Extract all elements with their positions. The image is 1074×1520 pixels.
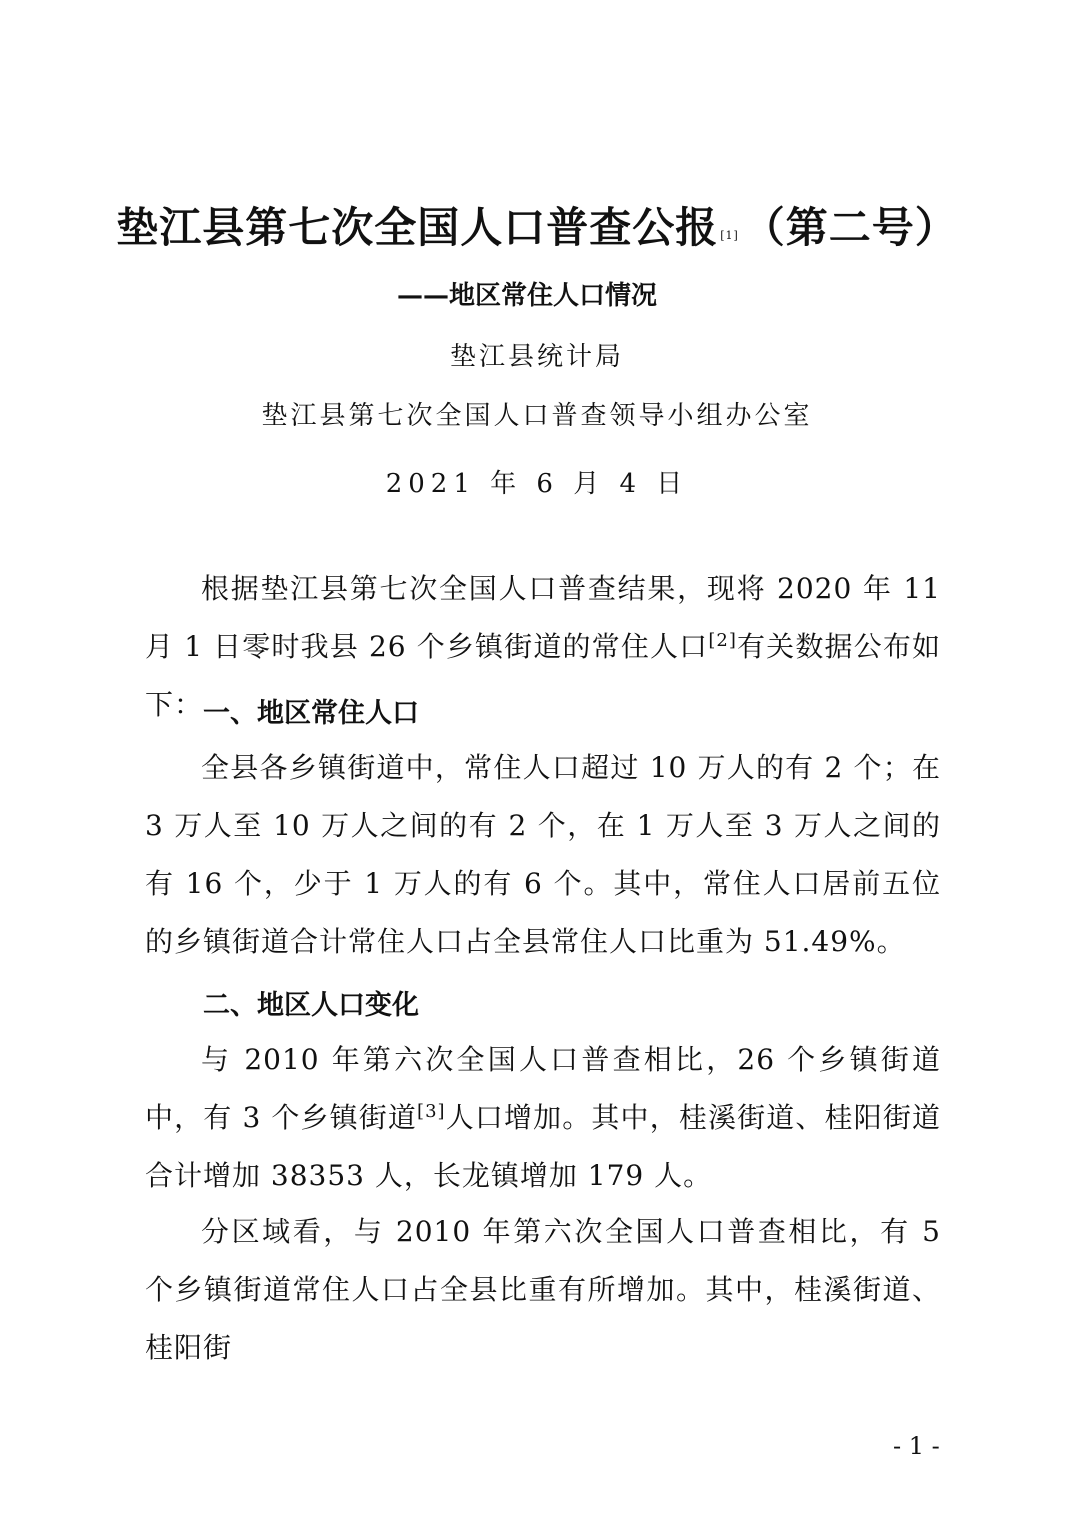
title-footnote-marker: [1] xyxy=(720,229,739,242)
title-main: 垫江县第七次全国人口普查公报 xyxy=(116,203,719,252)
title-issue-number: （第二号） xyxy=(742,203,958,252)
intro-footnote-marker: [2] xyxy=(708,630,737,651)
intro-text-before-note: 根据垫江县第七次全国人口普查结果，现将 2020 年 11 月 1 日零时我县 26 个乡镇街道的常住人口 xyxy=(145,572,941,663)
section-2-footnote-marker: [3] xyxy=(417,1101,446,1122)
issuer-statistics-bureau: 垫江县统计局 xyxy=(449,342,624,372)
section-2-text-before-note: 与 2010 年第六次全国人口普查相比，26 个乡镇街道中，有 3 个乡镇街道 xyxy=(145,1043,941,1134)
publication-date: 2021 年 6 月 4 日 xyxy=(385,469,689,499)
section-2-paragraph-2 xyxy=(145,1203,941,1377)
intro-text-after-note: 有关数据公布如下： xyxy=(145,630,941,721)
section-2-heading: 二、地区人口变化 xyxy=(203,990,419,1021)
section-2-text-after-note: 人口增加。其中，桂溪街道、桂阳街道合计增加 38353 人，长龙镇增加 179 人。 xyxy=(145,1101,941,1192)
document-title xyxy=(0,198,1074,258)
issuer-census-office: 垫江县第七次全国人口普查领导小组办公室 xyxy=(261,401,813,431)
section-2-text-2: 分区域看，与 2010 年第六次全国人口普查相比，有 5 个乡镇街道常住人口占全县比重有所增加。其中，桂溪街道、桂阳街 xyxy=(145,1215,941,1364)
section-1-text: 全县各乡镇街道中，常住人口超过 10 万人的有 2 个；在 3 万人至 10 万人之间的有 2 个，在 1 万人至 3 万人之间的有 16 个，少于 1 万人的有 6 个。其中，常住人口居前五位的乡镇街道合计常住人口占全县常住人口比重为 51.49%。 xyxy=(145,751,941,958)
section-1-paragraph xyxy=(145,739,941,971)
document-subtitle: ——地区常住人口情况 xyxy=(397,281,658,311)
page-number: - 1 - xyxy=(893,1432,940,1460)
section-1-heading: 一、地区常住人口 xyxy=(203,698,419,729)
section-2-paragraph-1 xyxy=(145,1031,941,1205)
